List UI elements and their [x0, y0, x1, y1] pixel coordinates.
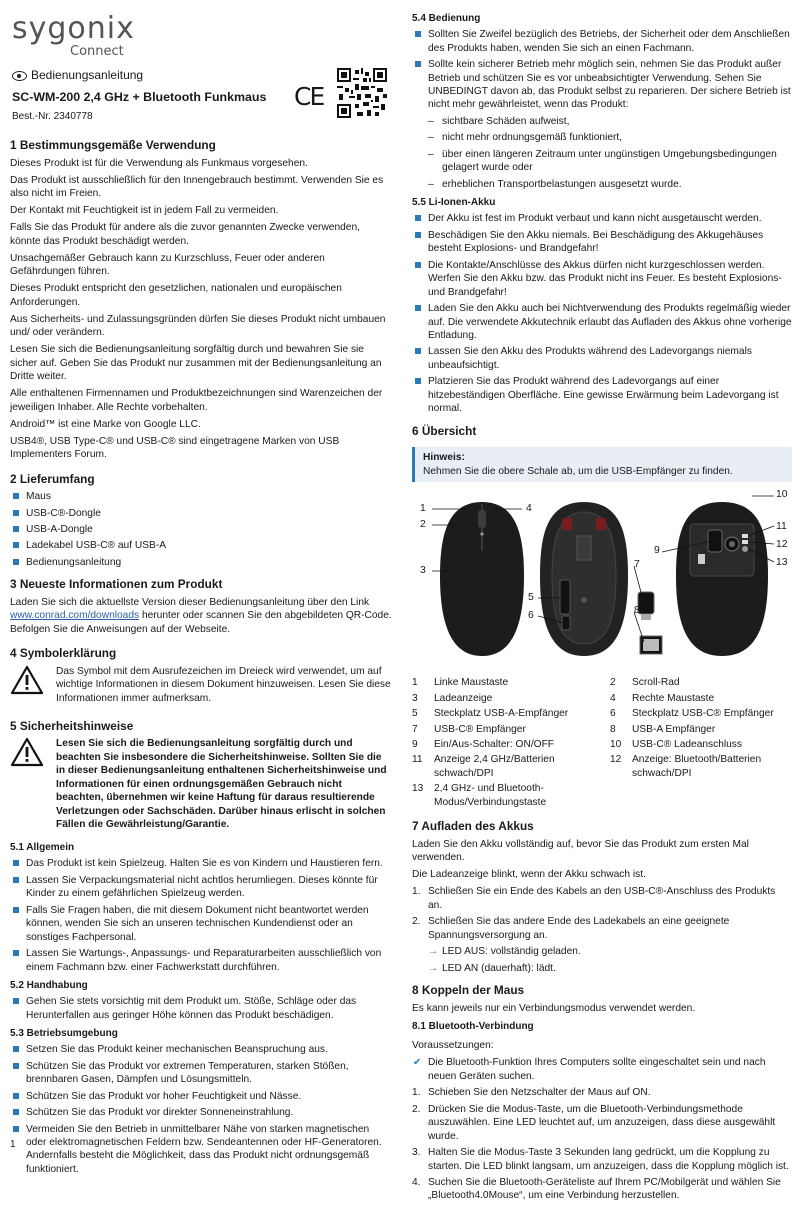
manual-label-text: Bedienungsanleitung — [31, 68, 144, 82]
paragraph: Android™ ist eine Marke von Google LLC. — [10, 418, 201, 430]
subsection-title: 5.5 Li-Ionen-Akku — [412, 197, 496, 209]
part-label: Rechte Maustaste — [632, 692, 715, 704]
part-label: Steckplatz USB-C® Empfänger — [632, 708, 774, 720]
charging-steps — [412, 885, 792, 942]
step-number: 1. — [412, 1087, 421, 1099]
paragraph: USB4®, USB Type-C® und USB-C® sind eingetragene Marken von USB Implementers Forum. — [10, 435, 340, 461]
list-item: USB-C®-Dongle — [10, 507, 392, 520]
part-number: 4 — [610, 692, 616, 704]
step-item — [412, 915, 792, 942]
part-label: 2,4 GHz- und Bluetooth-Modus/Verbindungstaste — [434, 783, 547, 808]
safety-warning: Lesen Sie sich die Bedienungsanleitung sorgfältig durch und beachten Sie insbesondere die Sicherheitshinweise. Sollten Sie die in dieser Bedienungsanleitung enthaltenen Sicherheitshinweise und Informationen für einen ordnungsgemäßen Gebrauch nicht beachten, übernehmen wir keine Haftung für daraus resultierende Verletzungen oder Sachschäden. Darüber hinaus erlischt in solchen Fällen die Gewährleistung/Garantie. — [56, 738, 387, 831]
result-item: → LED AUS: vollständig geladen. — [428, 945, 792, 958]
charging-results — [428, 945, 792, 975]
paragraph: Unsachgemäßer Gebrauch kann zu Kurzschluss, Feuer oder anderen Gefährdungen führen. — [10, 252, 325, 278]
section-title: 3 Neueste Informationen zum Produkt — [10, 577, 223, 592]
list-item: USB-A-Dongle — [10, 523, 392, 536]
mouse-bottom-view — [676, 502, 768, 656]
warning-triangle-icon — [10, 737, 44, 767]
part-number: 9 — [412, 738, 418, 750]
text-after-link: herunter oder scannen Sie den abgebildeten QR-Code. Befolgen Sie die Anweisungen auf der Webseite. — [10, 610, 392, 635]
handling-list — [10, 995, 392, 1022]
list-item: Maus — [10, 490, 392, 503]
list-item: Platzieren Sie das Produkt während des Ladevorgangs auf einer hitzebeständigen Oberfläche. Eine gewisse Erwärmung beim Ladevorgang ist normal. — [412, 375, 792, 415]
usb-c-dongle — [638, 592, 654, 614]
part-label: Anzeige: Bluetooth/Batterien schwach/DPI — [632, 754, 762, 779]
list-item: ✔ Die Bluetooth-Funktion Ihres Computers sollte eingeschaltet sein und nach neuen Geräten suchen. — [412, 1056, 792, 1083]
brand-name: sygonix — [12, 11, 135, 46]
list-item: Das Produkt ist kein Spielzeug. Halten Sie es von Kindern und Haustieren fern. — [10, 857, 392, 870]
paragraph: Aus Sicherheits- und Zulassungsgründen dürfen Sie dieses Produkt nicht umbauen und/ oder verändern. — [10, 313, 386, 339]
paragraph: Lesen Sie sich die Bedienungsanleitung sorgfältig durch und bewahren Sie sie sicher auf. Geben Sie das Produkt nur zusammen mit der Bedienungsanleitung an Dritte weiter. — [10, 344, 382, 383]
step-text: Schließen Sie das andere Ende des Ladekabels an eine geeignete Spannungsversorgung an. — [428, 916, 730, 941]
callout-label: 1 — [420, 503, 426, 515]
hint-box — [412, 447, 792, 482]
callout-label: 3 — [420, 565, 426, 577]
list-item: – sichtbare Schäden aufweist, — [428, 115, 792, 128]
section-title: 6 Übersicht — [412, 423, 477, 438]
step-item — [412, 1086, 792, 1099]
paragraph: Laden Sie den Akku vollständig auf, bevor Sie das Produkt zum ersten Mal verwenden. — [412, 838, 749, 864]
result-item: → LED AN (dauerhaft): lädt. — [428, 962, 792, 975]
list-item: Ladekabel USB-C® auf USB-A — [10, 539, 392, 552]
mouse-open-view — [540, 502, 628, 656]
part-label: Steckplatz USB-A-Empfänger — [434, 708, 569, 720]
part-number: 6 — [610, 708, 616, 720]
section-title: 8 Koppeln der Maus — [412, 983, 525, 998]
list-item: Schützen Sie das Produkt vor direkter Sonneneinstrahlung. — [10, 1106, 392, 1119]
step-number: 2. — [412, 916, 421, 928]
callout-label: 6 — [528, 610, 534, 622]
list-item: – nicht mehr ordnungsgemäß funktioniert, — [428, 131, 792, 144]
part-label: USB-C® Ladeanschluss — [632, 738, 742, 750]
list-item: Der Akku ist fest im Produkt verbaut und kann nicht ausgetauscht werden. — [412, 212, 792, 225]
section-title: 5 Sicherheitshinweise — [10, 718, 134, 733]
general-list — [10, 857, 392, 974]
subsection-title: 5.2 Handhabung — [10, 979, 88, 991]
list-item: Gehen Sie stets vorsichtig mit dem Produkt um. Stöße, Schläge oder das Herunterfallen aus geringer Höhe können das Produkt beschädigen. — [10, 995, 392, 1022]
list-item: Falls Sie Fragen haben, die mit diesem Dokument nicht beantwortet werden können, wenden Sie sich an unseren technischen Kundendienst oder an sonstiges Fachpersonal. — [10, 904, 392, 944]
part-number: 10 — [610, 738, 622, 750]
warning-triangle-icon — [10, 665, 44, 695]
section-title: 1 Bestimmungsgemäße Verwendung — [10, 138, 216, 152]
list-item: Sollten Sie Zweifel bezüglich des Betriebs, der Sicherheit oder dem Anschließen des Produkts haben, wenden Sie sich an einen Fachmann. — [412, 28, 792, 55]
eye-icon — [12, 71, 27, 81]
qr-code-icon — [337, 68, 387, 118]
list-item: Lassen Sie Verpackungsmaterial nicht achtlos herumliegen. Dieses könnte für Kinder zu einem gefährlichen Spielzeug werden. — [10, 874, 392, 901]
part-number: 7 — [412, 723, 418, 735]
step-number: 4. — [412, 1176, 421, 1188]
list-item: – über einen längeren Zeitraum unter ungünstigen Umgebungsbedingungen gelagert wurde oder — [428, 148, 792, 175]
part-number: 8 — [610, 723, 616, 735]
step-number: 2. — [412, 1103, 421, 1115]
step-item — [412, 1176, 792, 1203]
step-number: 1. — [412, 886, 421, 898]
parts-list — [412, 676, 792, 809]
warning-row — [10, 737, 392, 835]
part-label: Linke Maustaste — [434, 677, 509, 689]
manual-label — [12, 68, 143, 84]
callout-label: 12 — [776, 539, 788, 551]
callout-label: 4 — [526, 503, 532, 515]
step-text: Suchen Sie die Bluetooth-Geräteliste auf Ihrem PC/Mobilgerät und wählen Sie „Bluetooth4.0Mouse“, um eine Verbindung herzustellen. — [428, 1176, 781, 1202]
part-label: Ladeanzeige — [434, 692, 493, 704]
callout-label: 5 — [528, 592, 534, 604]
mouse-illustration — [412, 496, 792, 666]
paragraph: Der Kontakt mit Feuchtigkeit ist in jedem Fall zu vermeiden. — [10, 205, 279, 217]
right-column — [412, 8, 792, 1206]
callout-label: 9 — [654, 545, 660, 557]
bluetooth-steps — [412, 1086, 792, 1203]
hint-text: Nehmen Sie die obere Schale ab, um die USB-Empfänger zu finden. — [423, 465, 733, 477]
paragraph: Voraussetzungen: — [412, 1040, 494, 1052]
list-item: Lassen Sie Wartungs-, Anpassungs- und Reparaturarbeiten ausschließlich von einem Fachmann bzw. einer Fachwerkstatt durchführen. — [10, 947, 392, 974]
paragraph: Die Ladeanzeige blinkt, wenn der Akku schwach ist. — [412, 869, 646, 881]
list-item: Sollte kein sicherer Betrieb mehr möglich sein, nehmen Sie das Produkt außer Betrieb und schützen Sie es vor unbeabsichtigter Verwendung. Sehen Sie UNBEDINGT davon ab, das Produkt selbst zu reparieren. Der sichere Betrieb ist nicht mehr gewährleistet, wenn das Produkt: — [412, 58, 792, 112]
step-item — [412, 885, 792, 912]
callout-label: 7 — [634, 559, 640, 571]
part-number: 12 — [610, 754, 622, 766]
battery-list — [412, 212, 792, 415]
environment-list — [10, 1043, 392, 1176]
part-number: 11 — [412, 754, 423, 766]
part-number: 2 — [610, 677, 616, 689]
list-item: Schützen Sie das Produkt vor extremen Temperaturen, starken Stößen, brennbaren Gasen, Dämpfen und Lösungsmitteln. — [10, 1060, 392, 1087]
part-label: USB-A Empfänger — [632, 723, 716, 735]
callout-label: 13 — [776, 557, 788, 569]
part-label: Anzeige 2,4 GHz/Batterien schwach/DPI — [434, 754, 555, 779]
list-item: Schützen Sie das Produkt vor hoher Feuchtigkeit und Nässe. — [10, 1090, 392, 1103]
prerequisites-list — [412, 1056, 792, 1083]
list-item: Laden Sie den Akku auch bei Nichtverwendung des Produkts regelmäßig wieder auf. Die verwendete Akkutechnik erlaubt das Aufladen des Akkus ohne vorherige Entladung. — [412, 302, 792, 342]
ce-mark: CE — [294, 82, 324, 111]
list-item: Die Kontakte/Anschlüsse des Akkus dürfen nicht kurzgeschlossen werden. Werfen Sie den Akku bzw. das Produkt nicht ins Feuer. Es besteht Explosions- und Brandgefahr! — [412, 259, 792, 299]
step-text: Schließen Sie ein Ende des Kabels an den USB-C®-Anschluss des Produkts an. — [428, 886, 776, 911]
paragraph: Falls Sie das Produkt für andere als die zuvor genannten Zwecke verwenden, könnte das Produkt beschädigt werden. — [10, 222, 360, 247]
part-label: Scroll-Rad — [632, 677, 680, 689]
subsection-title: 5.3 Betriebsumgebung — [10, 1028, 118, 1040]
callout-label: 2 — [420, 519, 426, 531]
condition-list — [428, 115, 792, 191]
part-label: Ein/Aus-Schalter: ON/OFF — [434, 738, 555, 750]
brand-sub: Connect — [70, 44, 124, 59]
step-text: Drücken Sie die Modus-Taste, um die Bluetooth-Verbindungsmethode auszuwählen. Eine LED leuchtet auf, um anzuzeigen, dass diese ausgewählt wurde. — [428, 1103, 776, 1142]
callout-label: 8 — [634, 605, 640, 617]
section-title: 2 Lieferumfang — [10, 471, 95, 486]
paragraph: Es kann jeweils nur ein Verbindungsmodus verwendet werden. — [412, 1002, 696, 1014]
callout-label: 10 — [776, 489, 788, 501]
step-text: Schieben Sie den Netzschalter der Maus auf ON. — [428, 1087, 651, 1099]
paragraph: Alle enthaltenen Firmennamen und Produktbezeichnungen sind Warenzeichen der jeweiligen Inhaber. Alle Rechte vorbehalten. — [10, 388, 383, 413]
part-number: 1 — [412, 677, 418, 689]
step-text: Halten Sie die Modus-Taste 3 Sekunden lang gedrückt, um die Kopplung zu starten. Die LED blinkt langsam, um anzuzeigen, dass die Kopplung möglich ist. — [428, 1147, 789, 1172]
paragraph — [10, 596, 392, 636]
paragraph: Dieses Produkt entspricht den gesetzlichen, nationalen und europäischen Anforderungen. — [10, 283, 342, 308]
list-item: Vermeiden Sie den Betrieb in unmittelbarer Nähe von starken magnetischen oder elektromagnetischen Feldern bzw. Sendeantennen oder HF-Generatoren. Andernfalls besteht die Möglichkeit, dass das Produkt nicht ordnungsgemäß funktioniert. — [10, 1123, 392, 1177]
symbol-description: Das Symbol mit dem Ausrufezeichen im Dreieck wird verwendet, um auf wichtige Informationen in diesem Dokument hinzuweisen. Lesen Sie diese Informationen immer aufmerksam. — [56, 665, 391, 704]
paragraph: Das Produkt ist ausschließlich für den Innengebrauch bestimmt. Verwenden Sie es also nicht im Freien. — [10, 174, 384, 200]
list-item: Lassen Sie den Akku des Produkts während des Ladevorgangs niemals unbeaufsichtigt. — [412, 345, 792, 372]
subsection-title: 8.1 Bluetooth-Verbindung — [412, 1021, 534, 1033]
order-number: Best.-Nr. 2340778 — [12, 111, 93, 122]
symbol-row — [10, 665, 392, 709]
subsection-title: 5.1 Allgemein — [10, 842, 75, 854]
step-item — [412, 1146, 792, 1173]
part-number: 13 — [412, 783, 424, 795]
text-before-link: Laden Sie sich die aktuellste Version dieser Bedienungsanleitung über den Link — [10, 596, 370, 608]
delivery-list — [10, 490, 392, 569]
overview-figure — [412, 489, 792, 666]
page-number: 1 — [10, 1139, 16, 1150]
section-title: 7 Aufladen des Akkus — [412, 819, 534, 834]
list-item: Setzen Sie das Produkt keiner mechanischen Beanspruchung aus. — [10, 1043, 392, 1056]
operation-list — [412, 28, 792, 112]
part-number: 5 — [412, 708, 418, 720]
list-item: Bedienungsanleitung — [10, 556, 392, 569]
section-title: 4 Symbolerklärung — [10, 646, 117, 661]
callout-label: 11 — [776, 521, 787, 533]
left-column — [10, 132, 392, 1179]
brand-logo — [12, 11, 135, 62]
subsection-title: 5.4 Bedienung — [412, 13, 481, 24]
list-item: Beschädigen Sie den Akku niemals. Bei Beschädigung des Akkugehäuses besteht Explosions- und Brandgefahr! — [412, 229, 792, 256]
product-name: SC-WM-200 2,4 GHz + Bluetooth Funkmaus — [12, 90, 267, 104]
list-item: – erheblichen Transportbelastungen ausgesetzt wurde. — [428, 178, 792, 191]
part-label: USB-C® Empfänger — [434, 723, 526, 735]
step-item — [412, 1103, 792, 1143]
downloads-link[interactable]: www.conrad.com/downloads — [10, 610, 140, 622]
part-number: 3 — [412, 692, 418, 704]
paragraph: Dieses Produkt ist für die Verwendung als Funkmaus vorgesehen. — [10, 157, 308, 169]
step-number: 3. — [412, 1147, 421, 1159]
hint-title: Hinweis: — [423, 452, 465, 464]
